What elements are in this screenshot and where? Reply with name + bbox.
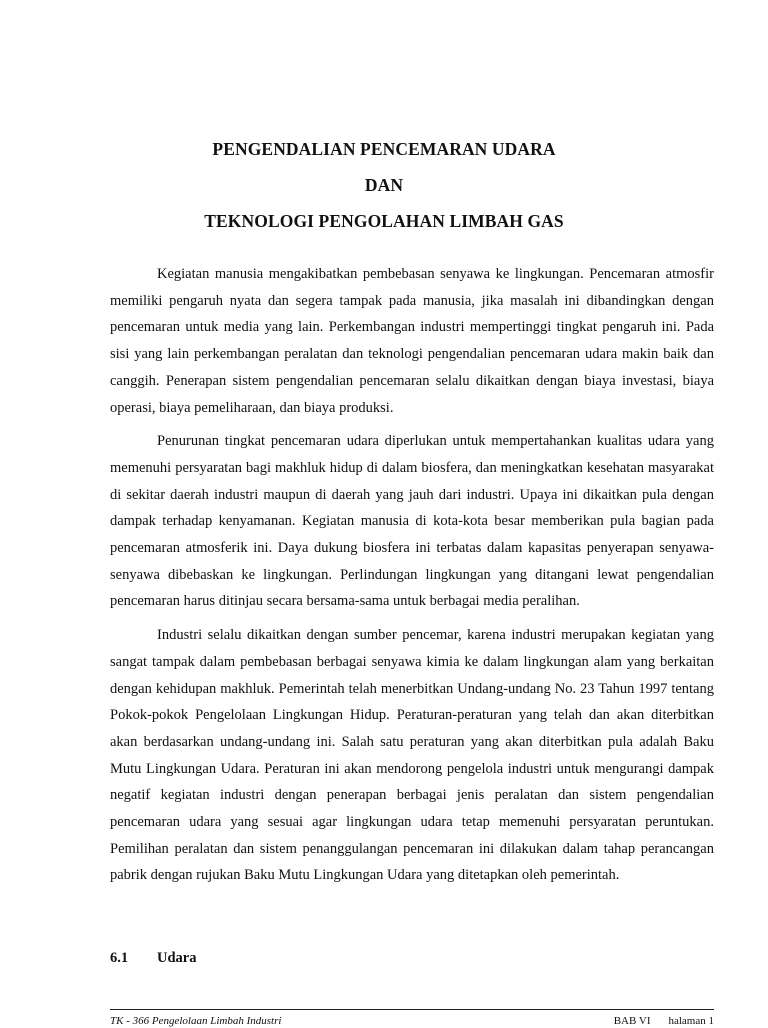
section-heading — [110, 946, 196, 970]
title-line-1: PENGENDALIAN PENCEMARAN UDARA — [212, 139, 556, 159]
page-footer — [110, 1009, 714, 1027]
document-title — [0, 131, 768, 239]
title-line-3: TEKNOLOGI PENGOLAHAN LIMBAH GAS — [204, 211, 564, 231]
footer-course: TK - 366 Pengelolaan Limbah Industri — [110, 1015, 282, 1027]
section-title: Udara — [157, 950, 197, 966]
section-number: 6.1 — [110, 950, 129, 966]
paragraph-3: Industri selalu dikaitkan dengan sumber pencemar, karena industri merupakan kegiatan yang sangat tampak dalam pembebasan berbagai senyawa kimia ke dalam lingkungan alam yang berkaitan dengan kehidupan makhluk. Pemerintah telah menerbitkan Undang-undang No. 23 Tahun 1997 tentang Pokok-pokok Pengelolaan Lingkungan Hidup. Peraturan-peraturan yang telah dan akan diterbitkan akan berdasarkan undang-undang ini. Salah satu peraturan yang akan diterbitkan pula adalah Baku Mutu Lingkungan Udara. Peraturan ini akan mendorong pengelola industri untuk mengurangi dampak negatif kegiatan industri dengan penerapan berbagai jenis peralatan dan sistem pengendalian pencemaran udara yang sesuai agar lingkungan udara tetap memenuhi persyaratan peruntukan. Pemilihan peralatan dan sistem penanggulangan pencemaran ini dilakukan dalam tahap perancangan pabrik dengan rujukan Baku Mutu Lingkungan Udara yang ditetapkan oleh pemerintah. — [110, 627, 714, 884]
body-text — [110, 261, 714, 896]
title-line-2: DAN — [364, 175, 404, 195]
paragraph-2: Penurunan tingkat pencemaran udara diperlukan untuk mempertahankan kualitas udara yang memenuhi persyaratan bagi makhluk hidup di dalam biosfera, dan meningkatkan kesehatan masyarakat di sekitar daerah industri maupun di daerah yang jauh dari industri. Upaya ini dikaitkan pula dengan dampak terhadap kenyamanan. Kegiatan manusia di kota-kota besar memberikan pula bagian pada pencemaran atmosferik ini. Daya dukung biosfera ini terbatas dalam kapasitas penyerapan senyawa-senyawa dibebaskan ke lingkungan. Perlindungan lingkungan yang ditangani lewat pengendalian pencemaran harus ditinjau secara bersama-sama untuk berbagai media peralihan. — [110, 433, 714, 610]
footer-page-number: halaman 1 — [668, 1015, 714, 1027]
paragraph-1: Kegiatan manusia mengakibatkan pembebasan senyawa ke lingkungan. Pencemaran atmosfir memiliki pengaruh nyata dan segera tampak pada manusia, jika masalah ini dibandingkan dengan pencemaran untuk media yang lain. Perkembangan industri mempertinggi tingkat pengaruh ini. Pada sisi yang lain perkembangan peralatan dan teknologi pengendalian pencemaran udara makin baik dan canggih. Penerapan sistem pengendalian pencemaran selalu dikaitkan dengan biaya investasi, biaya operasi, biaya pemeliharaan, dan biaya produksi. — [110, 266, 714, 416]
footer-chapter: BAB VI — [613, 1015, 651, 1027]
footer-page-info — [614, 1014, 714, 1028]
